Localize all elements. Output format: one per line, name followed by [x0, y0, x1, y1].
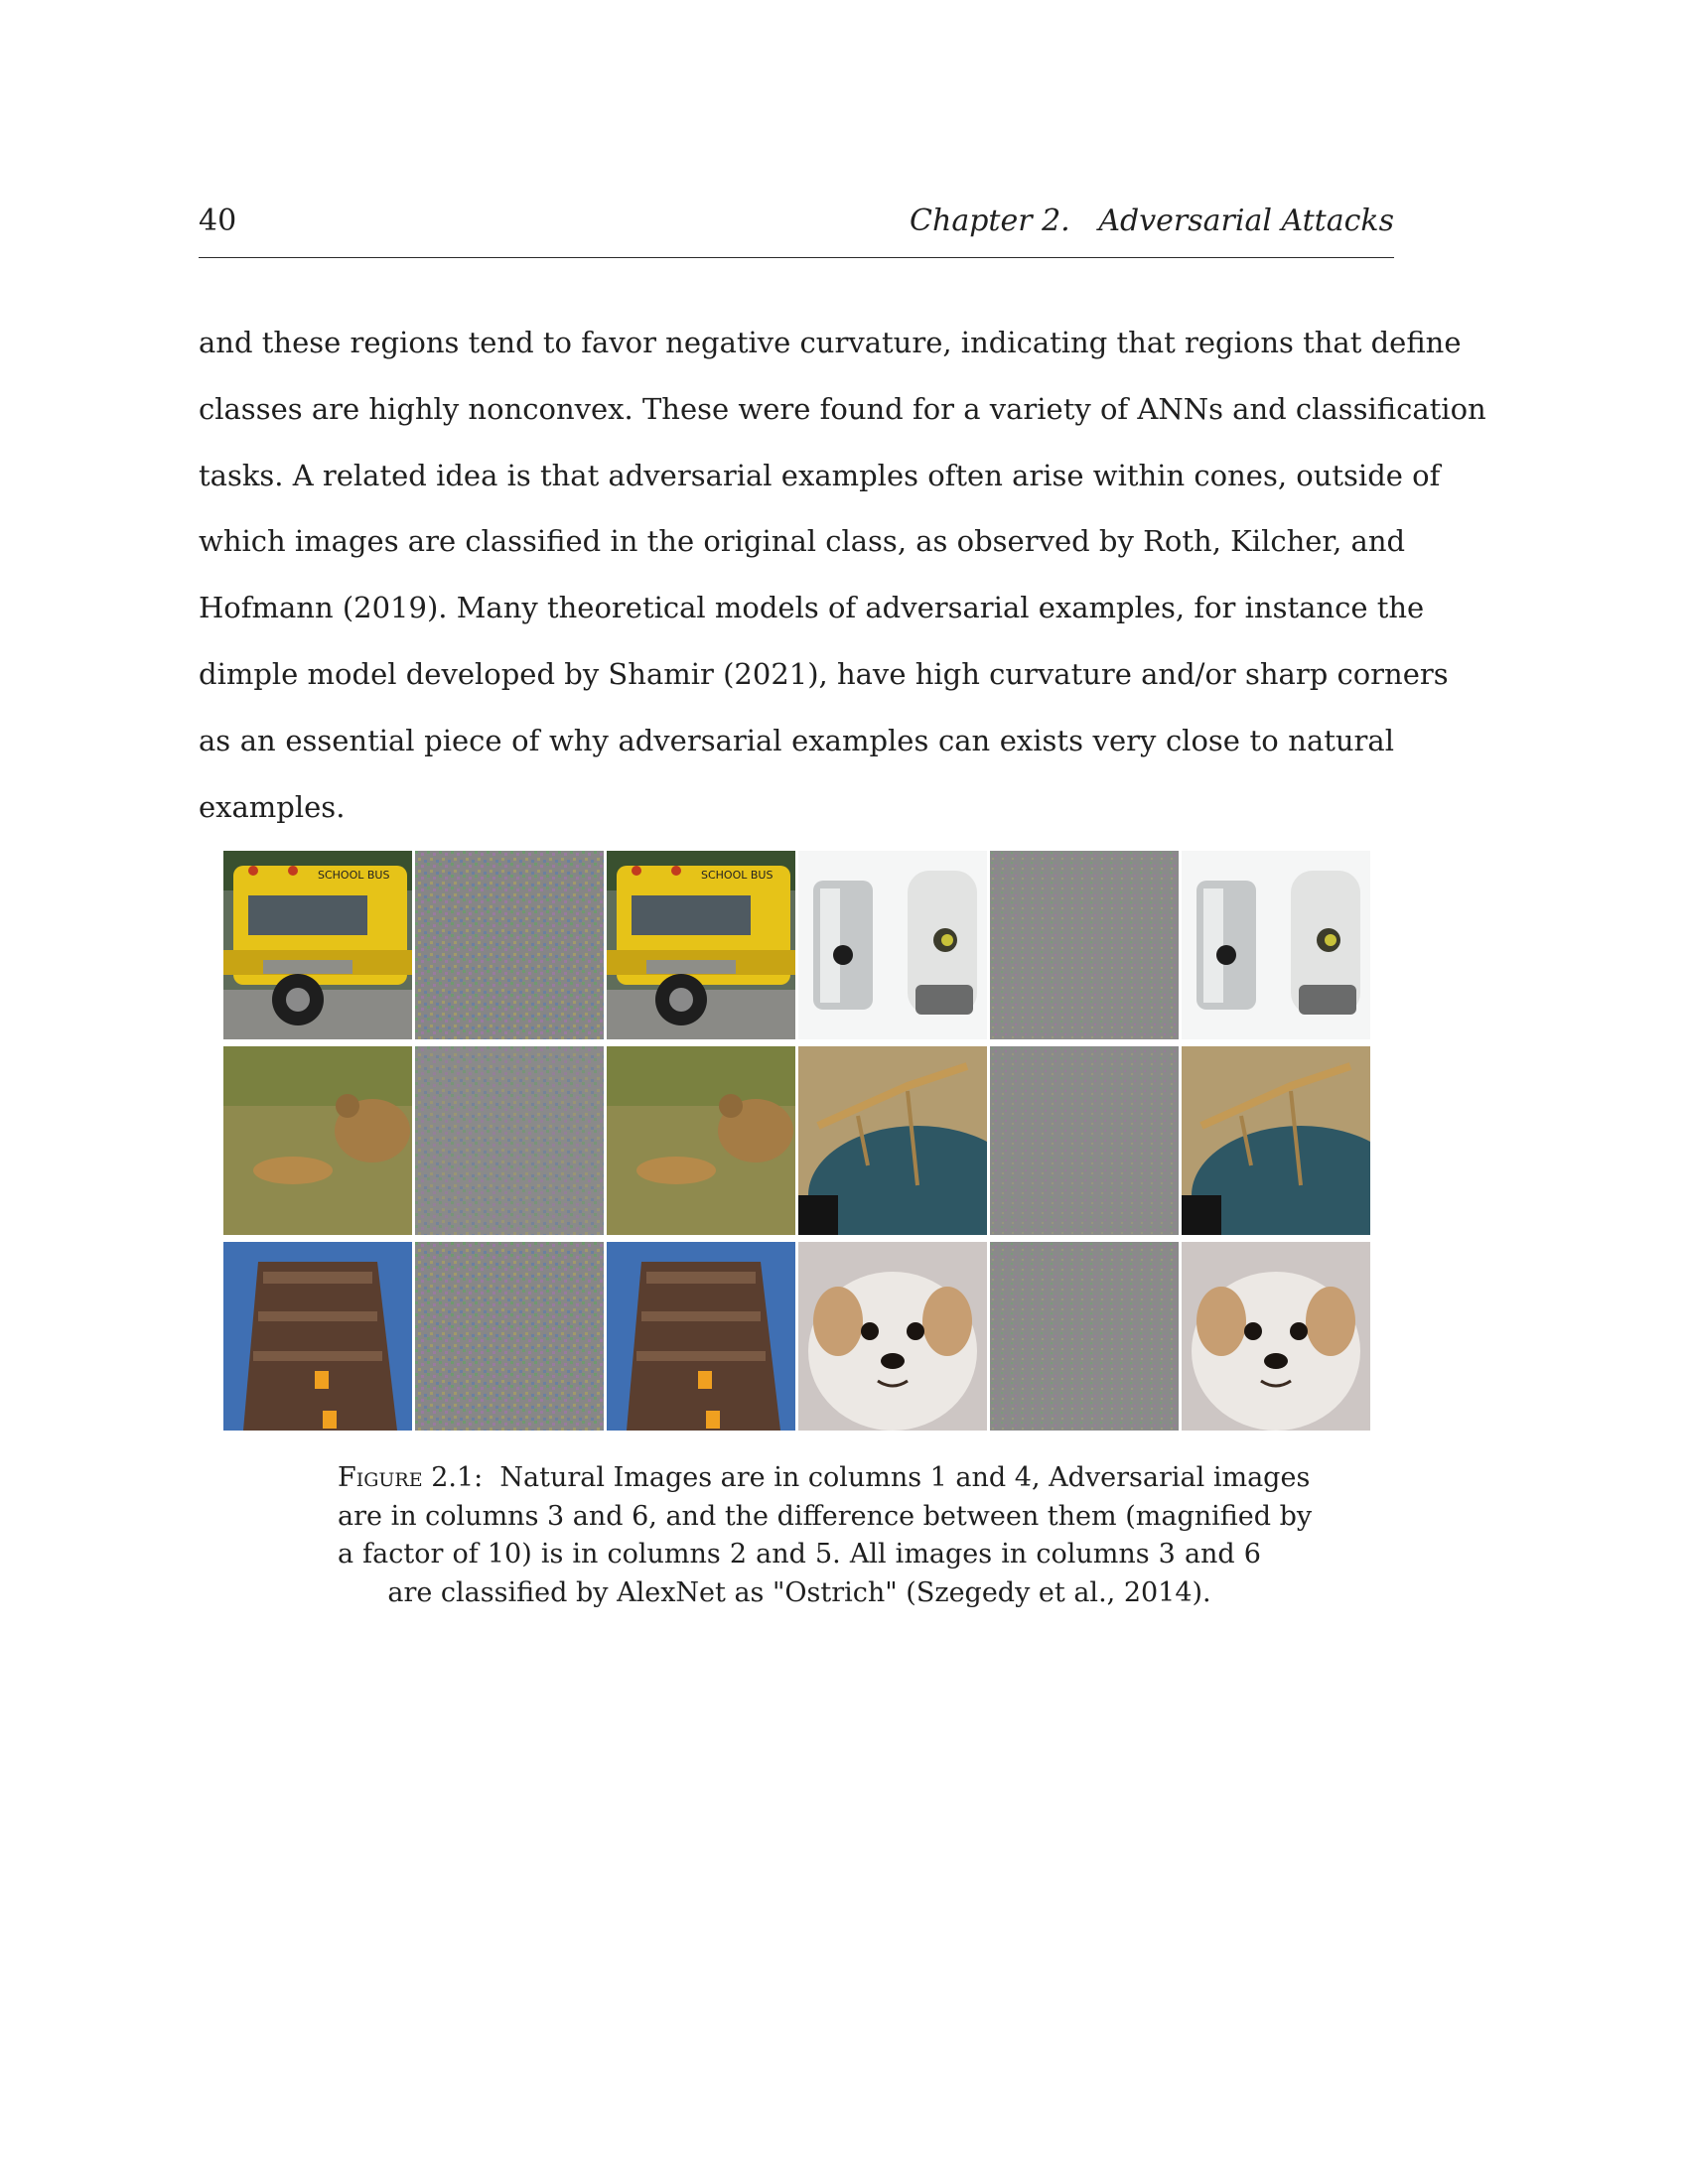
- difference-image: [990, 1242, 1179, 1431]
- bus-sign: SCHOOL BUS: [701, 869, 774, 882]
- difference-image: [415, 1046, 604, 1235]
- text-line: as an essential piece of why adversarial examples can exists very close to natural: [199, 723, 1394, 757]
- temple-adversarial-image: [607, 1242, 795, 1431]
- school-bus-image: [223, 851, 412, 1039]
- text-line: and these regions tend to favor negative curvature, indicating that regions that define: [199, 326, 1462, 359]
- figure-caption: [338, 1459, 1313, 1612]
- text-line: classes are highly nonconvex. These were found for a variety of ANNs and classification: [199, 391, 1486, 426]
- soap-dispenser-adversarial-image: [1182, 851, 1370, 1039]
- dog-adversarial-image: [1182, 1242, 1370, 1431]
- caption-line: Figure 2.1: Natural Images are in columns 1 and 4, Adversarial images: [338, 1462, 1311, 1493]
- text-line: Hofmann (2019). Many theoretical models of adversarial examples, for instance the: [199, 591, 1425, 625]
- praying-mantis-image: [798, 1046, 987, 1235]
- prairie-chicken-adversarial-image: [607, 1046, 795, 1235]
- text-line: dimple model developed by Shamir (2021), have high curvature and/or sharp corners: [199, 656, 1449, 691]
- text-line: which images are classified in the original class, as observed by Roth, Kilcher, and: [199, 524, 1406, 559]
- prairie-chicken-image: [223, 1046, 412, 1235]
- dog-image: [798, 1242, 987, 1431]
- body-paragraph: [199, 310, 1486, 840]
- school-bus-adversarial-image: [607, 851, 795, 1039]
- caption-line: a factor of 10) is in columns 2 and 5. All images in columns 3 and 6: [338, 1539, 1261, 1570]
- caption-line: are in columns 3 and 6, and the difference between them (magnified by: [338, 1500, 1313, 1532]
- difference-image: [990, 1046, 1179, 1235]
- difference-image: [415, 1242, 604, 1431]
- bus-sign: SCHOOL BUS: [318, 869, 390, 882]
- text-line: tasks. A related idea is that adversarial examples often arise within cones, outside of: [199, 458, 1441, 492]
- page-header: [199, 202, 1394, 258]
- temple-image: [223, 1242, 412, 1431]
- running-title: Chapter 2. Adversarial Attacks: [910, 204, 1394, 238]
- text-line: examples.: [199, 789, 346, 824]
- page-number: 40: [199, 204, 237, 238]
- difference-image: [990, 851, 1179, 1039]
- soap-dispenser-image: [798, 851, 987, 1039]
- difference-image: [415, 851, 604, 1039]
- caption-line: are classified by AlexNet as "Ostrich" (Szegedy et al., 2014).: [387, 1576, 1211, 1608]
- figure-label: Figure 2.1:: [338, 1462, 484, 1493]
- praying-mantis-adversarial-image: [1182, 1046, 1370, 1235]
